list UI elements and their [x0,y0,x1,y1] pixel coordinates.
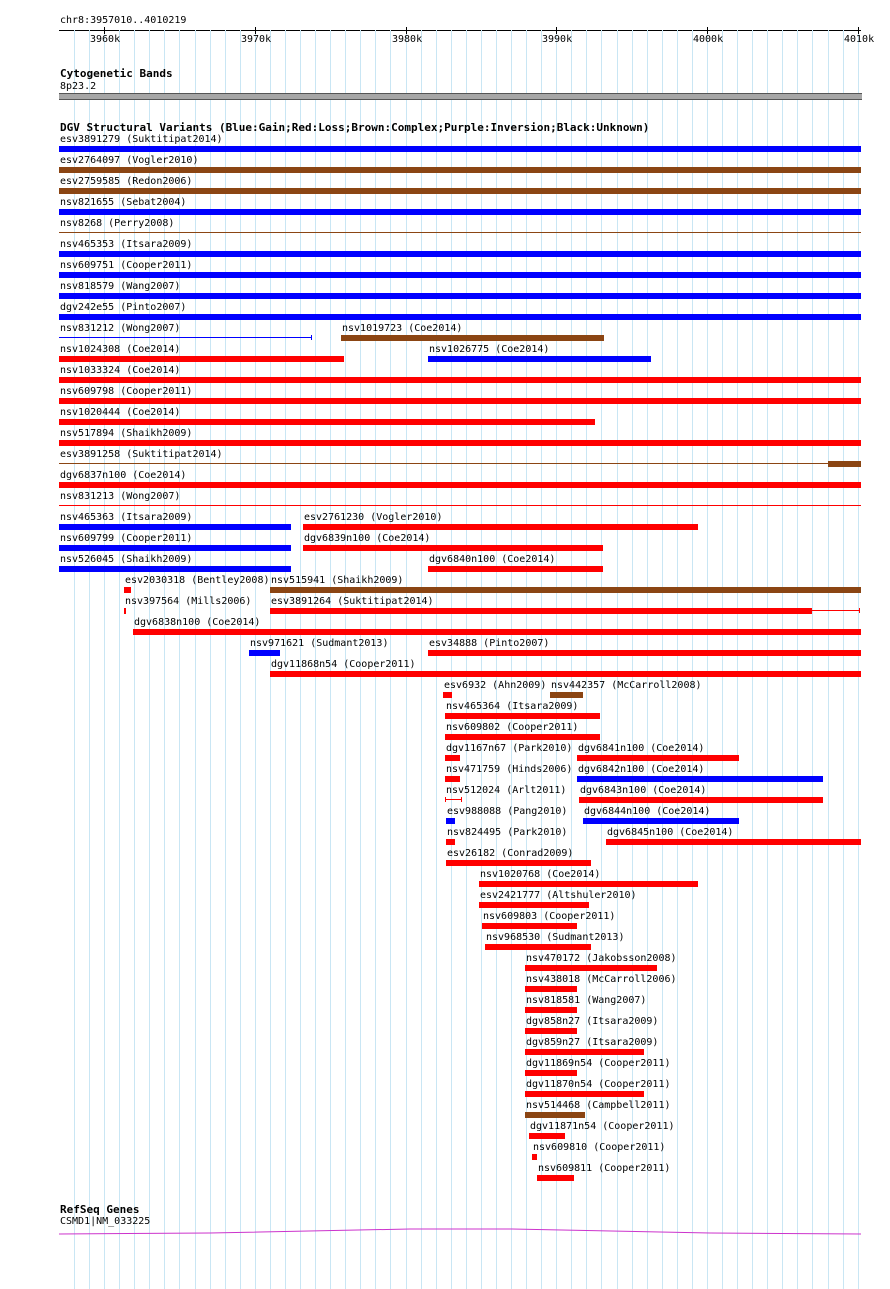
location-label: chr8:3957010..4010219 [60,15,187,26]
variant-label[interactable]: nsv609798 (Cooper2011) [60,386,193,397]
variant-label[interactable]: nsv397564 (Mills2006) [125,596,252,607]
ruler-tick [556,27,557,34]
grid-line [858,30,859,1289]
variant-label[interactable]: nsv818579 (Wang2007) [60,281,181,292]
variant-bar[interactable] [537,1175,574,1181]
variant-label[interactable]: esv2759585 (Redon2006) [60,176,193,187]
variant-label[interactable]: dgv6841n100 (Coe2014) [578,743,705,754]
variant-bar[interactable] [443,692,452,698]
variant-bar[interactable] [59,337,311,338]
variant-label[interactable]: nsv1024308 (Coe2014) [60,344,181,355]
variant-bar[interactable] [577,755,739,761]
grid-line [195,30,196,1289]
variant-label[interactable]: esv34888 (Pinto2007) [429,638,550,649]
variant-label[interactable]: dgv859n27 (Itsara2009) [526,1037,659,1048]
variant-bar[interactable] [525,965,657,971]
variant-bar[interactable] [550,692,583,698]
ruler-tick-label: 4010k [844,34,875,45]
variant-label[interactable]: dgv6842n100 (Coe2014) [578,764,705,775]
variant-label[interactable]: nsv465364 (Itsara2009) [446,701,579,712]
dgv-track-title[interactable]: DGV Structural Variants (Blue:Gain;Red:Loss;Brown:Complex;Purple:Inversion;Black:Unknown) [60,121,650,134]
variant-bar[interactable] [124,587,131,593]
variant-label[interactable]: nsv609751 (Cooper2011) [60,260,193,271]
variant-bar[interactable] [446,839,455,845]
variant-bar[interactable] [59,251,861,257]
variant-bar[interactable] [445,734,600,740]
variant-label[interactable]: dgv6838n100 (Coe2014) [134,617,261,628]
variant-label[interactable]: nsv609811 (Cooper2011) [538,1163,671,1174]
variant-bar[interactable] [59,167,861,173]
grid-line [812,30,813,1289]
variant-label[interactable]: dgv6837n100 (Coe2014) [60,470,187,481]
variant-bar[interactable] [270,608,812,614]
variant-bar[interactable] [59,232,861,233]
variant-label[interactable]: esv988088 (Pang2010) [447,806,568,817]
variant-label[interactable]: nsv526045 (Shaikh2009) [60,554,193,565]
variant-label[interactable]: nsv465353 (Itsara2009) [60,239,193,250]
ruler-tick-label: 3970k [241,34,272,45]
variant-bar[interactable] [529,1133,565,1139]
cytoband-track-title[interactable]: Cytogenetic Bands [60,67,173,80]
variant-label[interactable]: nsv471759 (Hinds2006) [446,764,573,775]
grid-line [240,30,241,1289]
grid-line [843,30,844,1289]
variant-label[interactable]: nsv831212 (Wong2007) [60,323,181,334]
grid-line [752,30,753,1289]
variant-label[interactable]: dgv6844n100 (Coe2014) [584,806,711,817]
variant-bar[interactable] [445,755,460,761]
variant-label[interactable]: nsv609810 (Cooper2011) [533,1142,666,1153]
variant-label[interactable]: nsv971621 (Sudmant2013) [250,638,389,649]
variant-label[interactable]: dgv11870n54 (Cooper2011) [526,1079,671,1090]
variant-bar[interactable] [525,1112,585,1118]
variant-bar[interactable] [525,1070,577,1076]
ruler-tick-label: 3980k [392,34,423,45]
grid-line [737,30,738,1289]
grid-line [707,30,708,1289]
grid-line [722,30,723,1289]
variant-bar[interactable] [59,356,344,362]
variant-label[interactable]: nsv438018 (McCarroll2006) [526,974,677,985]
variant-bar[interactable] [577,776,823,782]
cytoband-label: 8p23.2 [60,81,97,92]
variant-bar[interactable] [59,545,291,551]
variant-label[interactable]: dgv242e55 (Pinto2007) [60,302,187,313]
variant-endcap [859,608,860,613]
variant-label[interactable]: nsv609802 (Cooper2011) [446,722,579,733]
ruler-tick [255,27,256,34]
variant-label[interactable]: dgv1167n67 (Park2010) [446,743,573,754]
variant-label[interactable]: nsv1026775 (Coe2014) [429,344,550,355]
variant-endcap [311,335,312,340]
grid-line [797,30,798,1289]
variant-label[interactable]: dgv6845n100 (Coe2014) [607,827,734,838]
gene-intron-line [59,1229,861,1234]
variant-bar[interactable] [341,335,604,341]
variant-label[interactable]: nsv1019723 (Coe2014) [342,323,463,334]
gene-model-csmd1[interactable] [0,1225,890,1245]
grid-line [255,30,256,1289]
variant-label[interactable]: nsv821655 (Sebat2004) [60,197,187,208]
grid-line [481,30,482,1289]
variant-bar[interactable] [59,419,595,425]
ruler-tick [858,27,859,34]
grid-line [767,30,768,1289]
variant-label[interactable]: esv2761230 (Vogler2010) [304,512,443,523]
ruler-tick [104,27,105,34]
variant-label[interactable]: dgv6839n100 (Coe2014) [304,533,431,544]
variant-bar[interactable] [303,545,603,551]
variant-bar[interactable] [270,587,861,593]
variant-bar[interactable] [446,860,591,866]
variant-label[interactable]: nsv517894 (Shaikh2009) [60,428,193,439]
variant-label[interactable]: nsv1020444 (Coe2014) [60,407,181,418]
ruler-tick-label: 3990k [542,34,573,45]
variant-label[interactable]: esv3891264 (Suktitipat2014) [271,596,434,607]
variant-label[interactable]: dgv6843n100 (Coe2014) [580,785,707,796]
grid-line [466,30,467,1289]
ruler-tick [707,27,708,34]
grid-line [511,30,512,1289]
variant-bar[interactable] [428,356,651,362]
variant-bar[interactable] [583,818,739,824]
variant-label[interactable]: nsv1020768 (Coe2014) [480,869,601,880]
variant-bar[interactable] [59,272,861,278]
variant-bar[interactable] [59,482,861,488]
variant-bar[interactable] [303,524,698,530]
variant-label[interactable]: nsv470172 (Jakobsson2008) [526,953,677,964]
grid-line [436,30,437,1289]
grid-line [677,30,678,1289]
variant-label[interactable]: nsv1033324 (Coe2014) [60,365,181,376]
ruler-tick [406,27,407,34]
variant-label[interactable]: dgv11868n54 (Cooper2011) [271,659,416,670]
variant-bar[interactable] [428,566,603,572]
variant-bar[interactable] [532,1154,537,1160]
variant-label[interactable]: esv6932 (Ahn2009) [444,680,547,691]
variant-label[interactable]: nsv514468 (Campbell2011) [526,1100,671,1111]
variant-bar[interactable] [59,377,861,383]
grid-line [828,30,829,1289]
variant-bar[interactable] [479,881,698,887]
variant-label[interactable]: nsv465363 (Itsara2009) [60,512,193,523]
variant-bar[interactable] [482,923,577,929]
variant-bar[interactable] [525,1049,644,1055]
variant-bar[interactable] [828,461,861,467]
variant-label[interactable]: esv26182 (Conrad2009) [447,848,574,859]
variant-bar[interactable] [59,440,861,446]
variant-bar[interactable] [59,146,861,152]
variant-endcap [445,797,446,802]
variant-label[interactable]: esv3891258 (Suktitipat2014) [60,449,223,460]
variant-bar[interactable] [579,797,823,803]
grid-line [451,30,452,1289]
variant-label[interactable]: nsv442357 (McCarroll2008) [551,680,702,691]
variant-endcap [461,797,462,802]
variant-bar[interactable] [59,188,861,194]
grid-line [496,30,497,1289]
variant-bar[interactable] [525,986,577,992]
gene-label[interactable]: CSMD1|NM_033225 [60,1216,151,1227]
variant-bar[interactable] [479,902,589,908]
variant-bar[interactable] [59,505,861,506]
variant-bar[interactable] [525,1028,577,1034]
variant-bar[interactable] [59,566,291,572]
variant-bar[interactable] [249,650,280,656]
variant-bar[interactable] [525,1091,644,1097]
cytoband-bar[interactable] [59,93,862,100]
variant-bar[interactable] [445,713,600,719]
variant-label[interactable]: esv2421777 (Altshuler2010) [480,890,637,901]
variant-bar[interactable] [446,818,455,824]
variant-label[interactable]: esv2030318 (Bentley2008) [125,575,270,586]
ruler-tick-label: 3960k [90,34,121,45]
variant-bar[interactable] [133,629,861,635]
variant-label[interactable]: nsv818581 (Wang2007) [526,995,647,1006]
variant-label[interactable]: dgv6840n100 (Coe2014) [429,554,556,565]
grid-line [782,30,783,1289]
variant-bar[interactable] [59,524,291,530]
variant-bar[interactable] [606,839,861,845]
variant-bar[interactable] [59,314,861,320]
variant-label[interactable]: nsv831213 (Wong2007) [60,491,181,502]
variant-bar[interactable] [445,776,460,782]
grid-line [692,30,693,1289]
grid-line [225,30,226,1289]
variant-bar[interactable] [428,650,861,656]
variant-bar[interactable] [59,463,828,464]
variant-bar[interactable] [485,944,591,950]
variant-bar[interactable] [124,608,126,614]
grid-line [421,30,422,1289]
variant-label[interactable]: esv2764097 (Vogler2010) [60,155,199,166]
variant-label[interactable]: nsv512024 (Arlt2011) [446,785,567,796]
variant-bar[interactable] [59,209,861,215]
variant-label[interactable]: dgv11869n54 (Cooper2011) [526,1058,671,1069]
variant-label[interactable]: nsv609803 (Cooper2011) [483,911,616,922]
variant-tail[interactable] [812,610,859,611]
variant-label[interactable]: esv3891279 (Suktitipat2014) [60,134,223,145]
variant-label[interactable]: nsv8268 (Perry2008) [60,218,175,229]
variant-bar[interactable] [445,799,461,800]
ruler-tick-label: 4000k [693,34,724,45]
variant-label[interactable]: nsv824495 (Park2010) [447,827,568,838]
variant-label[interactable]: dgv11871n54 (Cooper2011) [530,1121,675,1132]
variant-label[interactable]: nsv609799 (Cooper2011) [60,533,193,544]
variant-label[interactable]: nsv515941 (Shaikh2009) [271,575,404,586]
refseq-track-title[interactable]: RefSeq Genes [60,1203,140,1216]
variant-label[interactable]: nsv968530 (Sudmant2013) [486,932,625,943]
variant-label[interactable]: dgv858n27 (Itsara2009) [526,1016,659,1027]
grid-line [210,30,211,1289]
variant-bar[interactable] [59,398,861,404]
variant-bar[interactable] [270,671,861,677]
grid-line [179,30,180,1289]
variant-bar[interactable] [525,1007,577,1013]
variant-bar[interactable] [59,293,861,299]
